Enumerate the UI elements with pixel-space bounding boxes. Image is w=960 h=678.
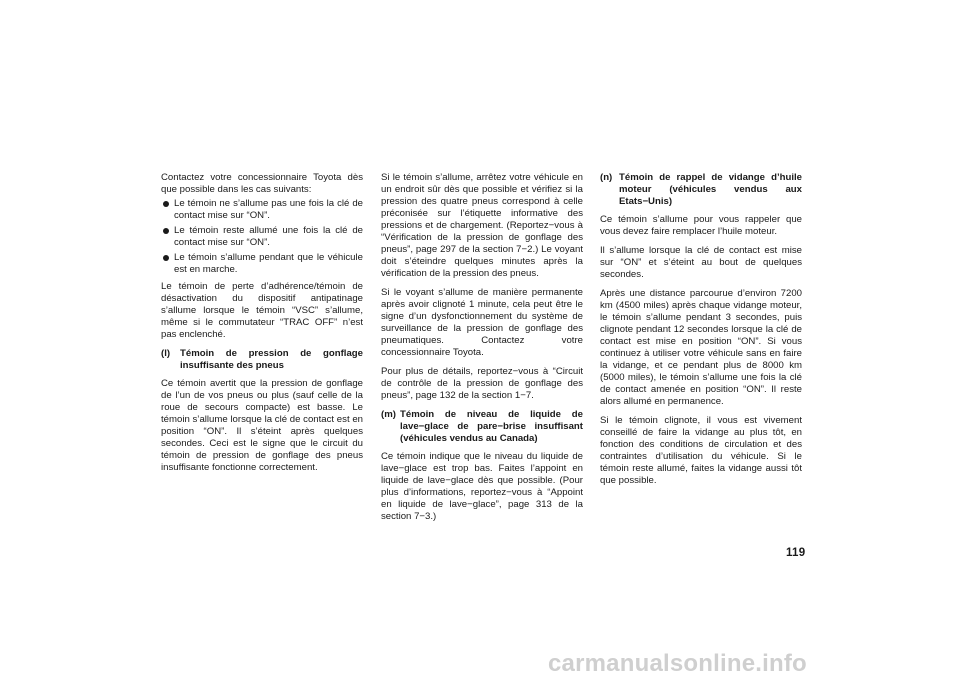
section-heading-l xyxy=(161,348,363,372)
page-number: 119 xyxy=(786,547,806,559)
bullet-icon xyxy=(163,228,169,234)
bullet-icon xyxy=(163,201,169,207)
distance-paragraph: Après une distance parcourue d’environ 7200 km (4500 miles) après chaque vidange moteur, le témoin s’allume pendant 3 secondes, puis clignote pendant 12 secondes lorsque la clé de contact est mise en position “ON”. Si vous continuez à utiliser votre véhicule sans en faire la vidange, et ce pendant plus de 8000 km (5000 miles), le témoin s’allume une fois la clé de contact amenée en position “ON”. Il reste alors allumé en permanence. xyxy=(600,288,802,407)
key-on-paragraph: Il s’allume lorsque la clé de contact est mise sur “ON” et s’éteint au bout de quelques secondes. xyxy=(600,245,802,280)
stop-vehicle-paragraph: Si le témoin s’allume, arrêtez votre véhicule en un endroit sûr dès que possible et vérifiez si la pression des quatre pneus correspond à celle préconisée sur l’étiquette informative des pressions et de chargement. (Reportez−vous à “Vérification de la pression de gonflage des pneus”, page 297 de la section 7−2.) Le voyant doit s’éteindre quelques minutes après la vérification de la pression des pneus. xyxy=(381,172,583,279)
bullet-icon xyxy=(163,255,169,261)
heading-text: Témoin de pression de gonflage insuffisante des pneus xyxy=(180,348,363,371)
section-heading-n xyxy=(600,172,802,208)
malfunction-paragraph: Si le voyant s’allume de manière permanente après avoir clignoté 1 minute, cela peut être le signe d’un dysfonctionnement du système de surveillance de la pression de gonflage des pneumatiques. Contactez votre concessionnaire Toyota. xyxy=(381,287,583,358)
heading-text: Témoin de rappel de vidange d’huile moteur (véhicules vendus aux Etats−Unis) xyxy=(619,172,802,207)
oil-reminder-paragraph: Ce témoin s’allume pour vous rappeler que vous devez faire remplacer l’huile moteur. xyxy=(600,214,802,237)
bullet-item: Le témoin reste allumé une fois la clé de contact mise sur “ON”. xyxy=(161,225,363,249)
bullet-item: Le témoin s’allume pendant que le véhicule est en marche. xyxy=(161,252,363,276)
details-paragraph: Pour plus de détails, reportez−vous à “Circuit de contrôle de la pression de gonflage des pneus”, page 132 de la section 1−7. xyxy=(381,366,583,401)
text-column-3 xyxy=(600,172,802,494)
washer-fluid-paragraph: Ce témoin indique que le niveau du liquide de lave−glace est trop bas. Faites l’appoint en liquide de lave−glace dès que possible. (Pour plus d’informations, reportez−vous à “Appoint en liquide de lave−glace”, page 313 de la section 7−3.) xyxy=(381,451,583,522)
text-column-1 xyxy=(161,172,363,481)
watermark: carmanualsonline.info xyxy=(548,650,807,677)
heading-label: (n) xyxy=(600,172,613,183)
intro-paragraph: Contactez votre concessionnaire Toyota dès que possible dans les cas suivants: xyxy=(161,172,363,195)
traction-paragraph: Le témoin de perte d’adhérence/témoin de désactivation du dispositif antipatinage s’allume lorsque le témoin “VSC” s’allume, même si le commutateur “TRAC OFF” n’est pas enclenché. xyxy=(161,281,363,340)
tire-pressure-paragraph: Ce témoin avertit que la pression de gonflage de l’un de vos pneus ou plus (sauf celle de la roue de secours compacte) est basse. Le témoin s’allume lorsque la clé de contact est en position “ON”. Il s’éteint après quelques secondes. Ceci est le signe que le circuit du témoin de pression de gonflage des pneus insuffisante fonctionne correctement. xyxy=(161,378,363,473)
text-column-2 xyxy=(381,172,583,530)
bullet-item: Le témoin ne s’allume pas une fois la clé de contact mise sur “ON”. xyxy=(161,198,363,222)
bullet-list xyxy=(161,198,363,276)
section-heading-m xyxy=(381,409,583,445)
heading-label: (l) xyxy=(161,348,171,359)
heading-text: Témoin de niveau de liquide de lave−glace de pare−brise insuffisant (véhicules vendus au Canada) xyxy=(400,409,583,444)
blinking-paragraph: Si le témoin clignote, il vous est vivement conseillé de faire la vidange au plus tôt, en fonction des conditions de circulation et des contraintes d’utilisation du véhicule. Si le témoin reste allumé, faites la vidange aussi tôt que possible. xyxy=(600,415,802,486)
heading-label: (m) xyxy=(381,409,396,420)
